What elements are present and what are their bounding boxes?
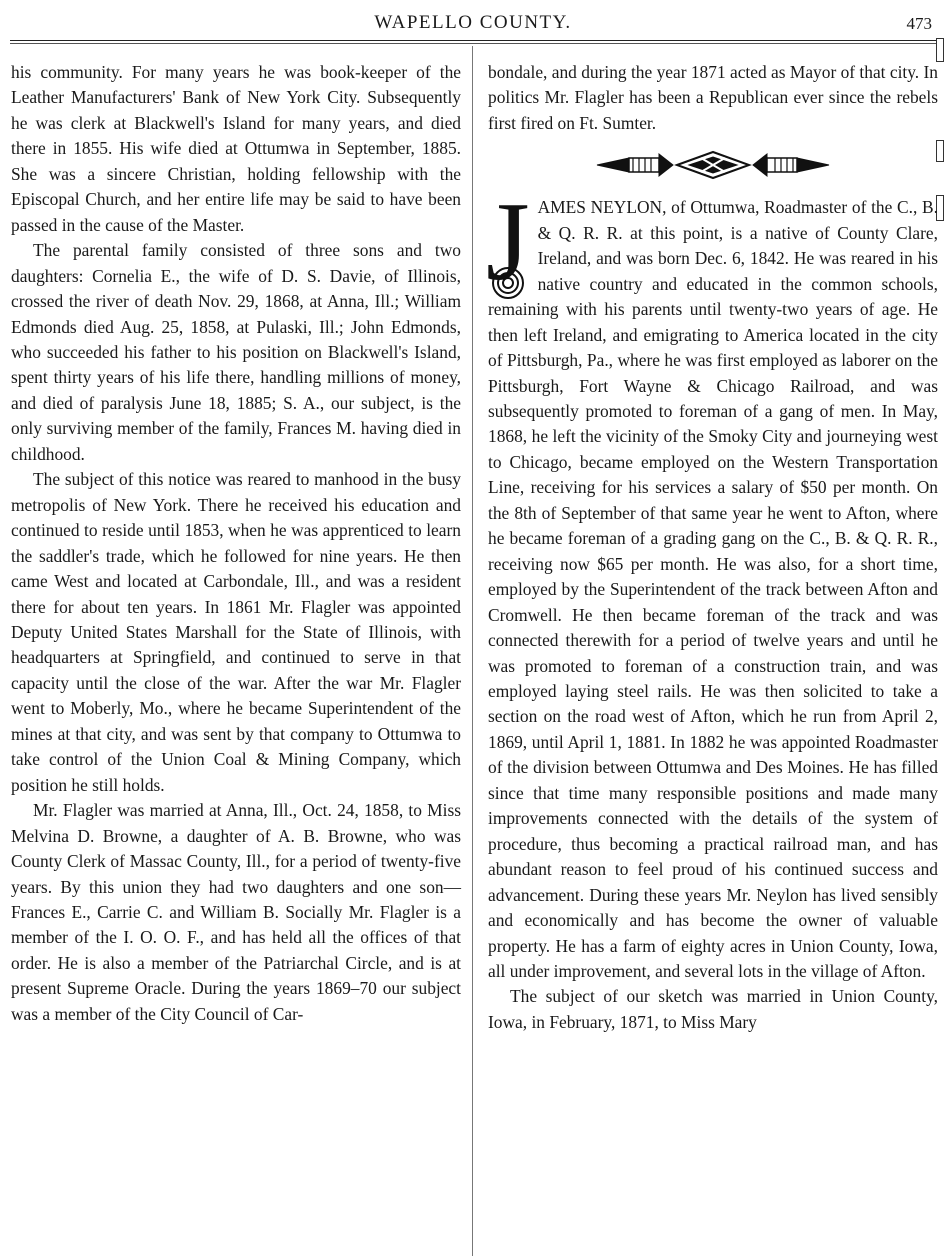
paragraph: Mr. Flagler was married at Anna, Ill., Oct. 24, 1858, to Miss Melvina D. Browne, a daughter of A. B. Browne, who was County Clerk of Massac County, Ill., for a period of twenty-five years. By this union they had two daughters and one son—Frances E., Carrie C. and William B. Socially Mr. Flagler is a member of the I. O. O. F., and has held all the offices of that order. He is also a member of the Patriarchal Circle, and is at present Supreme Oracle. During the years 1869–70 our subject was a member of the City Council of Car- (11, 800, 461, 1024)
right-column (488, 60, 938, 1035)
paragraph: bondale, and during the year 1871 acted as Mayor of that city. In politics Mr. Flagler has been a Republican ever since the rebels first fired on Ft. Sumter. (488, 62, 938, 133)
page-number: 473 (906, 14, 932, 33)
page-header (0, 0, 946, 44)
paragraph-lead: AMES NEYLON, of Ottumwa, Roadmaster of the C., B. & Q. R. R. at this point, is a native of County Clare, Ireland, and was born Dec. 6, 1842. He was reared in his native country and educated in the common schools, remaining with his parents until twenty-two years of age. He then left Ireland, and emigrating to America located in the city of Pittsburgh, Pa., where he was first employed as laborer on the Pittsburgh, Fort Wayne & Chicago Railroad, and was subsequently promoted to foreman of a gang of men. In May, 1868, he left the vicinity of the Smoky City and journeying west to Chicago, became employed on the Western Transportation Line, receiving for his services a salary of $50 per month. On the 8th of September of that same year he went to Afton, where he became foreman of a grading gang on the C., B. & Q. R. R., receiving now $65 per month. He was also, for a short time, employed by the Superintendent of the track between Afton and Cromwell. He then became foreman of the track and was connected therewith for a period of twelve years and until he was promoted to foreman of a construction train, and was employed laying steel rails. He was then solicited to take a section on the road west of Afton, which he run from April 2, 1869, until April 1, 1881. In 1882 he was appointed Roadmaster of the division between Ottumwa and Des Moines. He has filled since that time many responsible positions and made many improvements connected with the details of the system of procedure, thus becoming a practical railroad man, and has abundant reason to feel proud of his continued success and advancement. During these years Mr. Neylon has lived sensibly and economically and has become the owner of valuable property. He has a farm of eighty acres in Union County, Iowa, all under improvement, and several lots in the village of Afton. (488, 197, 938, 981)
left-column (11, 60, 461, 1027)
page-edge-mark (936, 38, 944, 62)
header-rule-thin (10, 43, 936, 44)
running-head: WAPELLO COUNTY. (374, 12, 572, 33)
decorative-divider-icon (488, 145, 938, 185)
paragraph: The subject of this notice was reared to manhood in the busy metropolis of New York. There he received his education and continued to reside until 1853, when he was apprenticed to learn the saddler's trade, which he followed for nine years. He then came West and located at Carbondale, Ill., and was a resident there for about ten years. In 1861 Mr. Flagler was appointed Deputy United States Marshall for the State of Illinois, with headquarters at Springfield, and continued to serve in that capacity until the close of the war. After the war Mr. Flagler went to Moberly, Mo., where he became Superintendent of the mines at that city, and was sent by that company to Ottumwa to take control of the Union Coal & Mining Company, which position he still holds. (11, 469, 461, 795)
paragraph: his community. For many years he was book-keeper of the Leather Manufacturers' Bank of New York City. Subsequently he was clerk at Blackwell's Island for many years, and died there in 1855. His wife died at Ottumwa in September, 1885. She was a sincere Christian, holding fellowship with the Episcopal Church, and her entire life may be said to have been passed in the cause of the Master. (11, 62, 461, 235)
dropcap-swirl-icon (490, 265, 526, 301)
header-rule (10, 40, 936, 41)
drop-cap: J (486, 180, 530, 305)
column-divider (472, 46, 473, 1256)
paragraph: The subject of our sketch was married in Union County, Iowa, in February, 1871, to Miss Mary (488, 986, 938, 1032)
paragraph: The parental family consisted of three sons and two daughters: Cornelia E., the wife of D. S. Davie, of Illinois, crossed the river of death Nov. 29, 1868, at Anna, Ill.; William Edmonds died Aug. 25, 1858, at Pulaski, Ill.; John Edmonds, who succeeded his father to his position on Blackwell's Island, spent thirty years of his life there, handling millions of money, and died of paralysis June 18, 1885; S. A., our subject, is the only surviving member of the family, Frances M. having died in childhood. (11, 240, 461, 464)
sketch-section (486, 180, 938, 984)
